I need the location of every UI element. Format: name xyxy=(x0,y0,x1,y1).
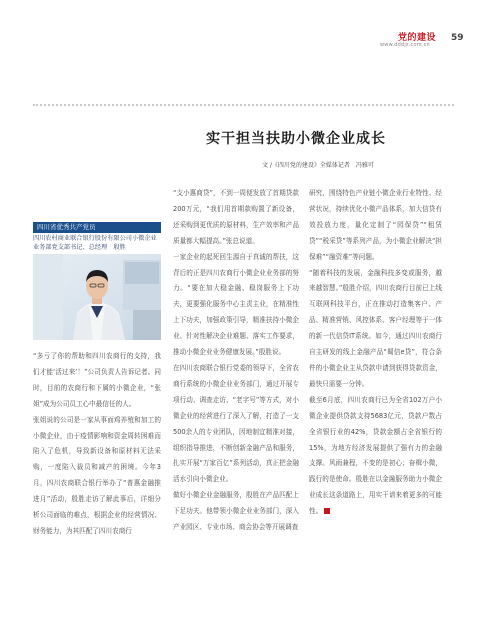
sidebar-caption: 四川农村商业联合银行股份有限公司小微企业业务部党支部书记、总经理 殷胜 xyxy=(33,235,157,251)
paragraph: 在四川农商联合银行党委的领导下，全省农商行系统的小微企业业务部门，通过开展专项行动、调查走访、“老字号”等方式，对小微企业的经营进行了深入了解，打造了一支500余人的专业团队，因地制宜精准对接，组织指导推进，不断创新金融产品和服务，扎实开展“万家百亿”系列活动，真正把金融活水引向小微企业。 xyxy=(173,363,299,484)
paragraph: 一家企业的起死回生源自于真诚的帮扶，这背后的正是四川农商行小微企业业务部的努力。“要在加大稳金融、稳岗服务上下功夫，更要强化服务中心主责主业，在精准性上下功夫，加强政策引导，精准扶持小微企业、针对性解决企业难题、落实工作要求，推动小微企业业务健康发展。”殷胜说。 xyxy=(173,252,299,357)
paragraph: “随着科技的发展，金融科技多变或服务，越来越智慧。”殷胜介绍，四川农商行目前已上线互联网科技平台，正在推动打造集客户、产品、精准营销、风控体系、客户经理等于一体的新一代信贷IT系统。如今，通过四川农商行自主研发的线上金融产品“蜀信e贷”，符合条件的小微企业主从贷款申请到获得贷款资金，最快只需要一分钟。 xyxy=(309,268,442,388)
article-column-1 xyxy=(33,349,161,540)
paragraph: 做好小微企业金融服务，殷胜在产品匹配上下足功夫。他带领小微企业业务部门，深入产业园区、专业市场、商会协会等开展调查 xyxy=(173,491,299,532)
article-column-3 xyxy=(309,186,442,520)
article-byline: 文 /《四川党的建设》全媒体记者 冯雅可 xyxy=(262,162,374,169)
paragraph xyxy=(309,393,442,520)
header-divider xyxy=(33,104,454,106)
portrait-illustration xyxy=(33,254,161,340)
portrait-photo xyxy=(33,254,161,340)
paragraph: “多亏了你的帮助和四川农商行的支持，我们才能‘活过来’！”公司负责人告诉记者。同时，目前的农商行和下属的小微企业，“张姐”成为公司员工心中最信任的人。 xyxy=(33,352,161,408)
paragraph: “支小惠商贷”，不到一周便发放了首期贷款200万元，“我们用首期款购置了新设备，还采购到更优质的原材料，生产效率和产品质量都大幅提高。”张总说道。 xyxy=(173,189,299,245)
sidebar-heading: 四川省优秀共产党员 xyxy=(33,222,161,233)
paragraph: 研究，围绕特色产业链小微企业行业特性、经营状况，持续优化小微产品体系，加大信贷有效投放力度，量化定制了“园保贷”“租赁贷”“税采贷”等系列产品，为小微企业解决“担保难”“融资难”等问题。 xyxy=(309,189,442,261)
paragraph: 张姐说的公司是一家从事面鸡养殖和加工的小微企业，由于疫情影响和资金周转困难而陷入了危机，导致新设备和原材料无法采购，一度陷入裁员和减产的困境。今年3月，四川农商联合银行举办了“普惠金融推进月”活动，殷胜走访了解此事后，详细分析公司面临的难点，根据企业的经营情况、财务能力，为其匹配了四川农商行 xyxy=(33,415,161,535)
magazine-url: www.dddjs.com.cn xyxy=(380,42,430,48)
article-title: 实干担当扶助小微企业成长 xyxy=(206,131,386,147)
end-of-article-mark xyxy=(324,508,330,514)
magazine-logo: 党的建设 xyxy=(398,33,437,43)
article-column-2 xyxy=(173,186,299,536)
paragraph-text: 截至6月底，四川农商行已为全省102万户小微企业提供贷款支持5683亿元，贷款户数占全省银行业的42%，贷款金额占全省银行的15%，为地方经济发展提供了强有力的金融支撑。风雨兼程，不变的是初心；奋楫小微，践行的是使命。殷胜在以金融服务助力小微企业成长这条道路上，用实干谱来着更多的可能性。 xyxy=(309,395,442,516)
page-number: 59 xyxy=(451,33,464,43)
